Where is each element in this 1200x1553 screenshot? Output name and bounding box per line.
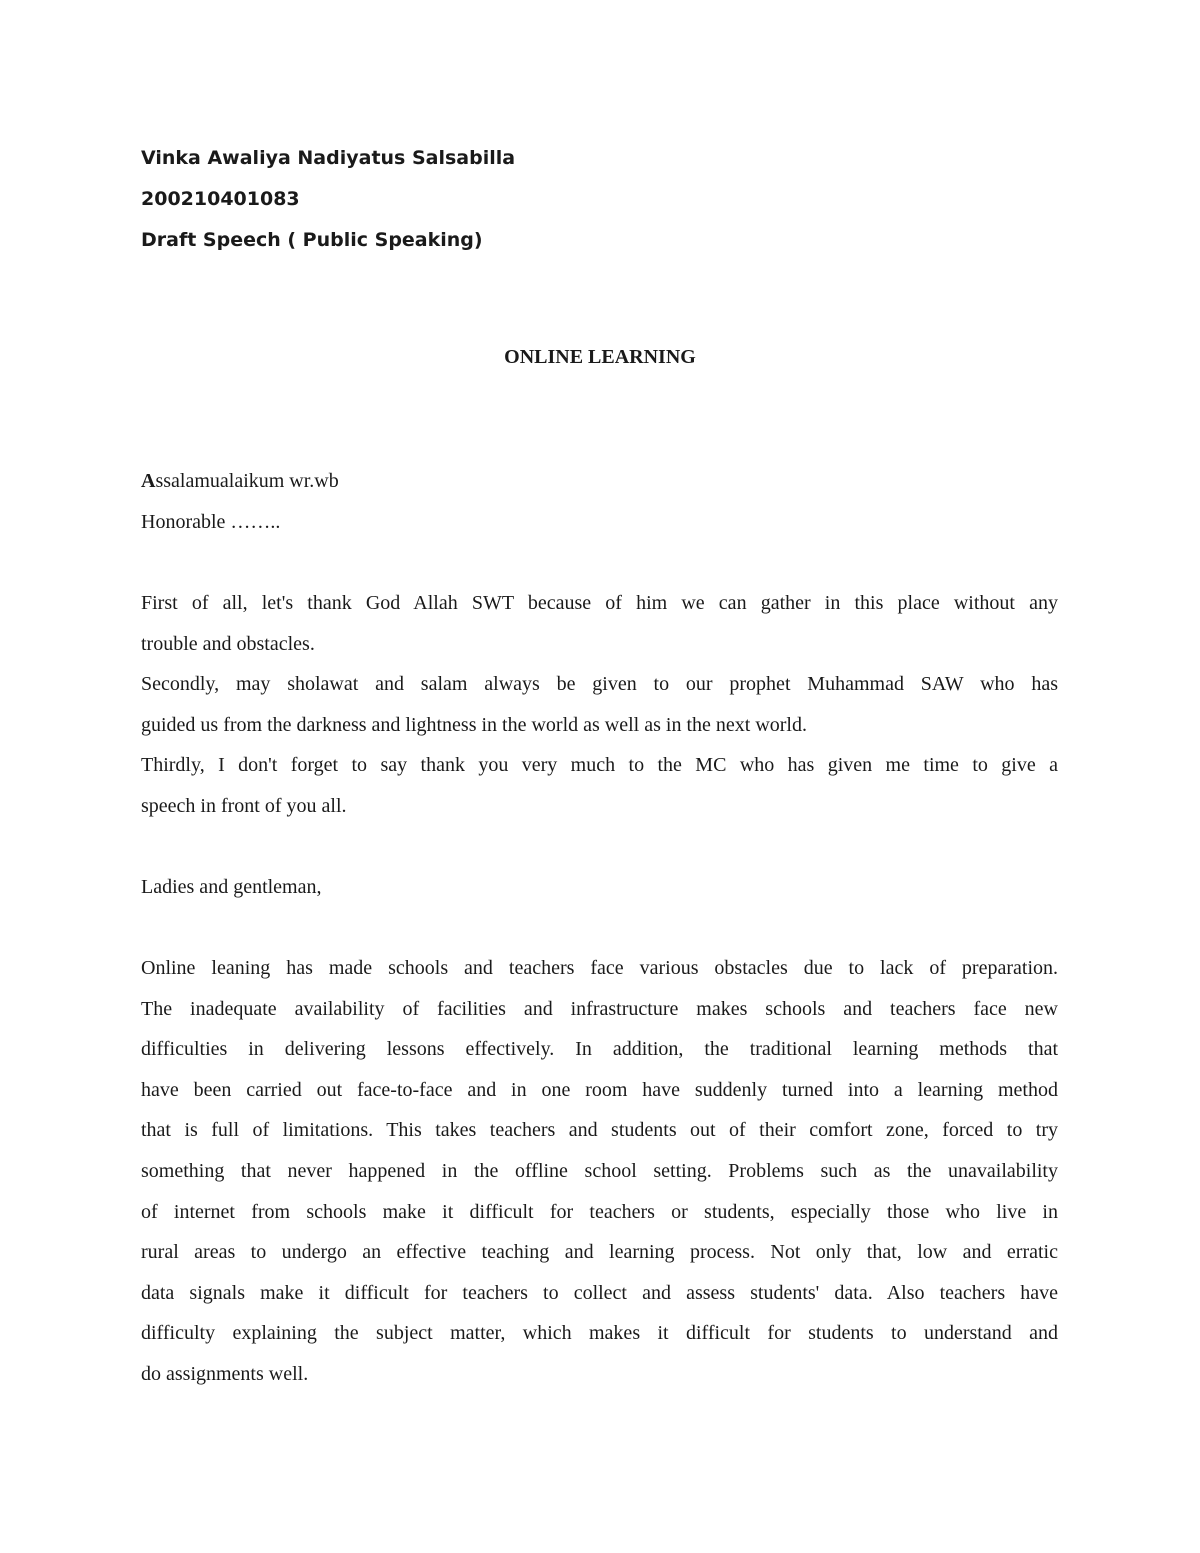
opening-p2-line2: guided us from the darkness and lightness in the world as well as in the next world.	[141, 713, 807, 736]
paragraph-line: something that never happened in the offline school setting. Problems such as the unavailability	[141, 1159, 1058, 1182]
greeting-text: ssalamualaikum wr.wb	[155, 470, 339, 492]
paragraph-line: have been carried out face-to-face and in one room have suddenly turned into a learning method	[141, 1078, 1058, 1101]
paragraph-line: The inadequate availability of facilities and infrastructure makes schools and teachers face new	[141, 997, 1058, 1020]
opening-p1-line2: trouble and obstacles.	[141, 632, 315, 655]
document-subtitle: Draft Speech ( Public Speaking)	[141, 229, 483, 251]
paragraph-line: difficulties in delivering lessons effectively. In addition, the traditional learning methods that	[141, 1038, 1058, 1061]
paragraph-line: of internet from schools make it difficult for teachers or students, especially those who live in	[141, 1200, 1058, 1223]
main-paragraph	[141, 948, 1058, 1395]
opening-p2-line1: Secondly, may sholawat and salam always be given to our prophet Muhammad SAW who has	[141, 673, 1058, 696]
greeting-line	[141, 461, 1058, 502]
document-title: ONLINE LEARNING	[504, 346, 696, 368]
opening-p3-line1: Thirdly, I don't forget to say thank you very much to the MC who has given me time to give a	[141, 754, 1058, 777]
document-header	[141, 138, 515, 261]
author-name: Vinka Awaliya Nadiyatus Salsabilla	[141, 147, 516, 169]
greeting-block	[141, 461, 1058, 542]
address-block	[141, 867, 1058, 908]
paragraph-line: data signals make it difficult for teachers to collect and assess students' data. Also teachers have	[141, 1281, 1058, 1304]
opening-p3-line2: speech in front of you all.	[141, 794, 347, 817]
student-id: 200210401083	[141, 188, 300, 210]
address-line: Ladies and gentleman,	[141, 876, 322, 898]
paragraph-line: do assignments well.	[141, 1362, 309, 1385]
paragraph-line: rural areas to undergo an effective teaching and learning process. Not only that, low and erratic	[141, 1241, 1058, 1264]
paragraph-line: that is full of limitations. This takes teachers and students out of their comfort zone, forced to try	[141, 1119, 1058, 1142]
honorable-line: Honorable ……..	[141, 510, 281, 533]
paragraph-line: difficulty explaining the subject matter, which makes it difficult for students to understand and	[141, 1322, 1058, 1345]
opening-p1-line1: First of all, let's thank God Allah SWT because of him we can gather in this place without any	[141, 592, 1058, 614]
greeting-initial: A	[141, 470, 156, 492]
opening-block	[141, 583, 1058, 827]
paragraph-line: Online leaning has made schools and teachers face various obstacles due to lack of preparation.	[141, 957, 1058, 979]
